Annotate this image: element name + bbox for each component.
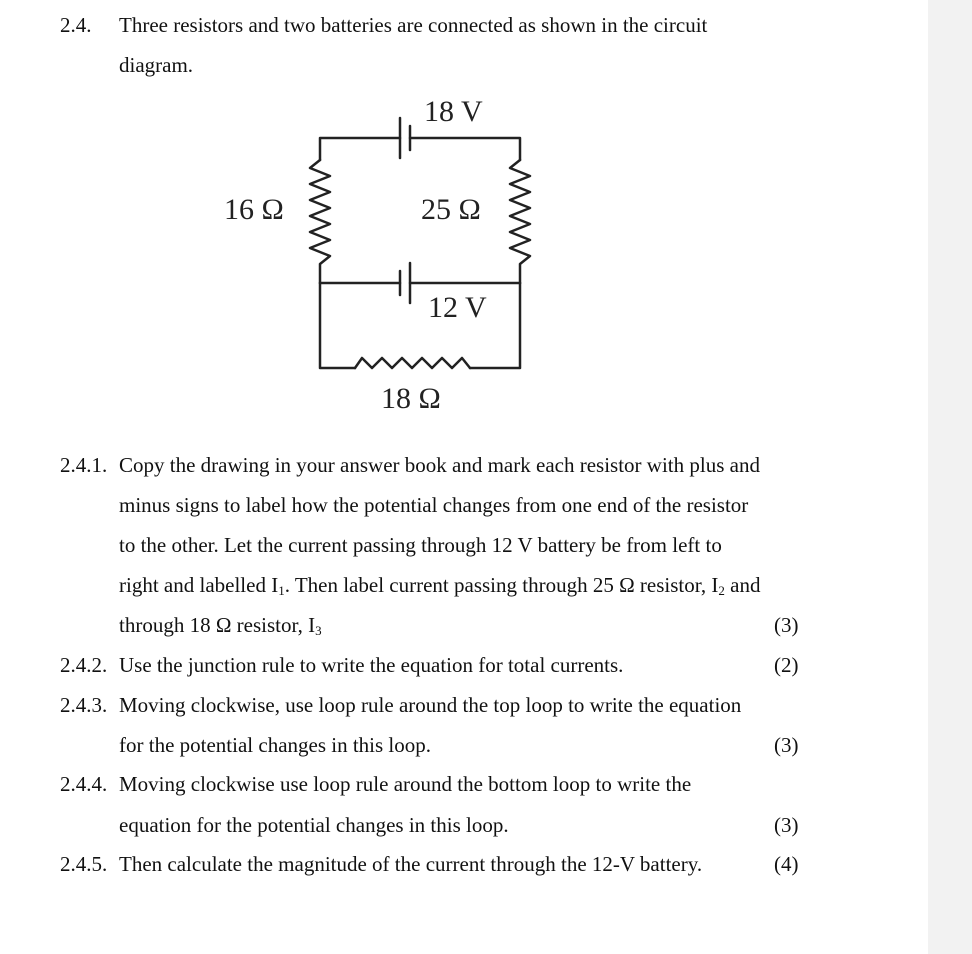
line4-part-a: right and labelled I: [119, 573, 279, 597]
resistor-18-ohm-label: 18 Ω: [381, 382, 441, 415]
subquestion-2-4-5-line1: Then calculate the magnitude of the current through the 12-V battery.: [119, 852, 703, 876]
marks-2-4-4: (3): [774, 813, 799, 837]
subquestion-2-4-1-line3: to the other. Let the current passing through 12 V battery be from left to: [119, 533, 722, 557]
subquestion-number-2-4-4: 2.4.4.: [60, 772, 108, 796]
battery-12v-label: 12 V: [428, 291, 487, 324]
subscript-3: 3: [315, 623, 322, 638]
marks-2-4-1: (3): [774, 613, 799, 637]
line5-part-a: through 18 Ω resistor, I: [119, 613, 316, 637]
subquestion-number-2-4-3: 2.4.3.: [60, 693, 108, 717]
marks-2-4-5: (4): [774, 852, 799, 876]
marks-2-4-2: (2): [774, 653, 799, 677]
line4-part-c: and: [724, 573, 761, 597]
subquestion-2-4-4-line2: equation for the potential changes in this loop.: [119, 813, 509, 837]
subquestion-2-4-1-line5: [119, 613, 322, 637]
subquestion-2-4-3-line2: for the potential changes in this loop.: [119, 733, 432, 757]
subquestion-2-4-2-line1: Use the junction rule to write the equation for total currents.: [119, 653, 624, 677]
subquestion-2-4-4-line1: Moving clockwise use loop rule around the bottom loop to write the: [119, 772, 692, 796]
subquestion-number-2-4-1: 2.4.1.: [60, 453, 108, 477]
subquestion-2-4-3-line1: Moving clockwise, use loop rule around the top loop to write the equation: [119, 693, 742, 717]
top-wire-left: [320, 138, 400, 160]
subscript-1: 1: [278, 583, 285, 598]
top-wire-right: [410, 138, 520, 160]
question-stem-line1: Three resistors and two batteries are connected as shown in the circuit: [119, 13, 708, 37]
question-stem-line2: diagram.: [119, 53, 194, 77]
marks-2-4-3: (3): [774, 733, 799, 757]
resistor-16-ohm-label: 16 Ω: [224, 193, 284, 226]
line4-part-b: . Then label current passing through 25 Ω resistor, I: [284, 573, 719, 597]
bottom-wire-left: [320, 283, 355, 368]
question-number: 2.4.: [60, 13, 92, 37]
battery-18v-label: 18 V: [424, 95, 483, 128]
subquestion-2-4-1-line1: Copy the drawing in your answer book and mark each resistor with plus and: [119, 453, 760, 477]
subquestion-number-2-4-5: 2.4.5.: [60, 852, 108, 876]
subquestion-2-4-1-line2: minus signs to label how the potential changes from one end of the resistor: [119, 493, 749, 517]
subquestion-number-2-4-2: 2.4.2.: [60, 653, 108, 677]
resistor-16-ohm: [310, 160, 330, 283]
resistor-18-ohm: [355, 358, 470, 368]
resistor-25-ohm-label: 25 Ω: [421, 193, 481, 226]
subscript-2: 2: [718, 583, 725, 598]
resistor-25-ohm: [510, 160, 530, 283]
subquestion-2-4-1-line4: [119, 573, 760, 597]
